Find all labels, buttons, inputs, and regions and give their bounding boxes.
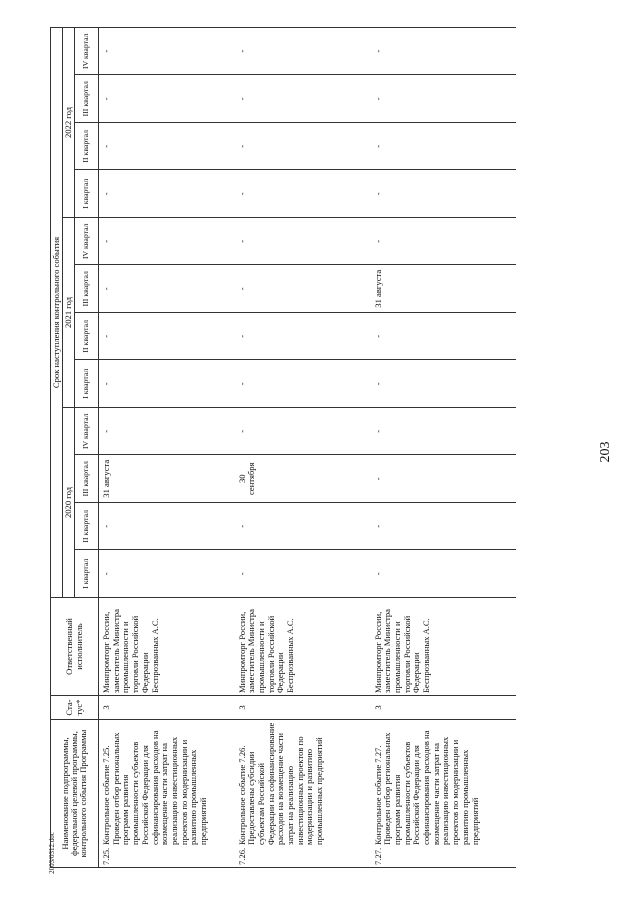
deadline-cell: 31 августа [99,455,235,503]
document-code: 2003/0312.doc [48,832,56,874]
header-quarter: II квартал [75,123,99,171]
header-quarter: III квартал [75,75,99,123]
deadline-cell: - [235,313,371,361]
event-name-cell [371,720,516,868]
header-quarter: IV квартал [75,218,99,266]
table-row [235,27,371,867]
deadline-cell: - [99,313,235,361]
event-name: Контрольное событие 7.27. Проведен отбор региональных программ развития промышленности субъектов Российской Федерации для софинансирования расходов на возмещение части затрат на реализацию инвестиционных проектов по модернизации и развитию промышленных предприятий [372,730,480,845]
deadline-cell: - [235,503,371,551]
deadline-cell: - [371,218,516,266]
deadline-cell: - [371,408,516,456]
table-row [99,27,235,867]
header-year-2021: 2021 год [63,218,75,408]
deadline-cell: - [235,265,371,313]
deadline-cell: - [99,27,235,75]
event-name-cell [99,720,235,868]
deadline-cell: - [99,550,235,598]
control-events-table-region [50,28,590,868]
deadline-cell: - [371,123,516,171]
deadline-cell: - [371,503,516,551]
header-quarter: I квартал [75,360,99,408]
header-quarter: IV квартал [75,27,99,75]
deadline-cell: 30 сентября [235,455,371,503]
header-responsible: Ответственный исполнитель [51,598,99,696]
header-quarter: II квартал [75,313,99,361]
event-responsible: Минпромторг России, заместитель Министра промышленности и торговли Российской Федерации Беспрозванных А.С. [99,598,235,696]
deadline-cell: - [99,123,235,171]
header-quarter: I квартал [75,170,99,218]
header-quarter: III квартал [75,265,99,313]
deadline-cell: - [371,75,516,123]
deadline-cell: - [371,550,516,598]
deadline-cell: - [235,408,371,456]
event-number: 7.26. [236,847,247,865]
event-name: Контрольное событие 7.25. Проведен отбор региональных программ развития промышленности субъектов Российской Федерации для софинансирования расходов на возмещение части затрат на реализацию инвестиционных проектов по модернизации и развитию промышленных предприятий [101,730,209,845]
event-name-cell [235,720,371,868]
deadline-cell: - [99,408,235,456]
event-responsible: Минпромторг России, заместитель Министра промышленности и торговли Российской Федерации Беспрозванных А.С. [235,598,371,696]
deadline-cell: - [235,75,371,123]
deadline-cell: - [99,170,235,218]
table-row [371,27,516,867]
deadline-cell: 31 августа [371,265,516,313]
deadline-cell: - [371,360,516,408]
event-number: 7.27. [372,847,383,865]
header-deadline: Срок наступления контрольного события [51,27,63,597]
header-year-2020: 2020 год [63,408,75,598]
header-quarter: I квартал [75,550,99,598]
header-quarter: III квартал [75,455,99,503]
deadline-cell: - [99,360,235,408]
header-quarter: IV квартал [75,408,99,456]
event-number: 7.25. [101,847,111,865]
header-quarter: II квартал [75,503,99,551]
header-status: Ста-тус* [51,696,99,720]
deadline-cell: - [235,123,371,171]
deadline-cell: - [235,218,371,266]
deadline-cell: - [235,360,371,408]
deadline-cell: - [371,455,516,503]
event-responsible: Минпромторг России, заместитель Министра промышленности и торговли Российской Федерации Беспрозванных А.С. [371,598,516,696]
deadline-cell: - [99,503,235,551]
header-name: Наименование подпрограммы, федеральной целевой программы, контрольного события Программы [51,720,99,868]
deadline-cell: - [371,313,516,361]
event-status: 3 [99,696,235,720]
event-name: Контрольное событие 7.26. Предоставлены субсидии субъектам Российской Федерации на софинансирование расходов на возмещение части затрат на реализацию инвестиционных проектов по модернизации и развитию промышленных предприятий [236,722,325,845]
control-events-table [50,27,516,868]
header-year-2022: 2022 год [63,27,75,217]
event-status: 3 [371,696,516,720]
deadline-cell: - [235,27,371,75]
deadline-cell: - [99,75,235,123]
deadline-cell: - [99,218,235,266]
deadline-cell: - [235,170,371,218]
deadline-cell: - [235,550,371,598]
deadline-cell: - [99,265,235,313]
event-status: 3 [235,696,371,720]
deadline-cell: - [371,170,516,218]
page-number: 203 [598,441,613,463]
deadline-cell: - [371,27,516,75]
